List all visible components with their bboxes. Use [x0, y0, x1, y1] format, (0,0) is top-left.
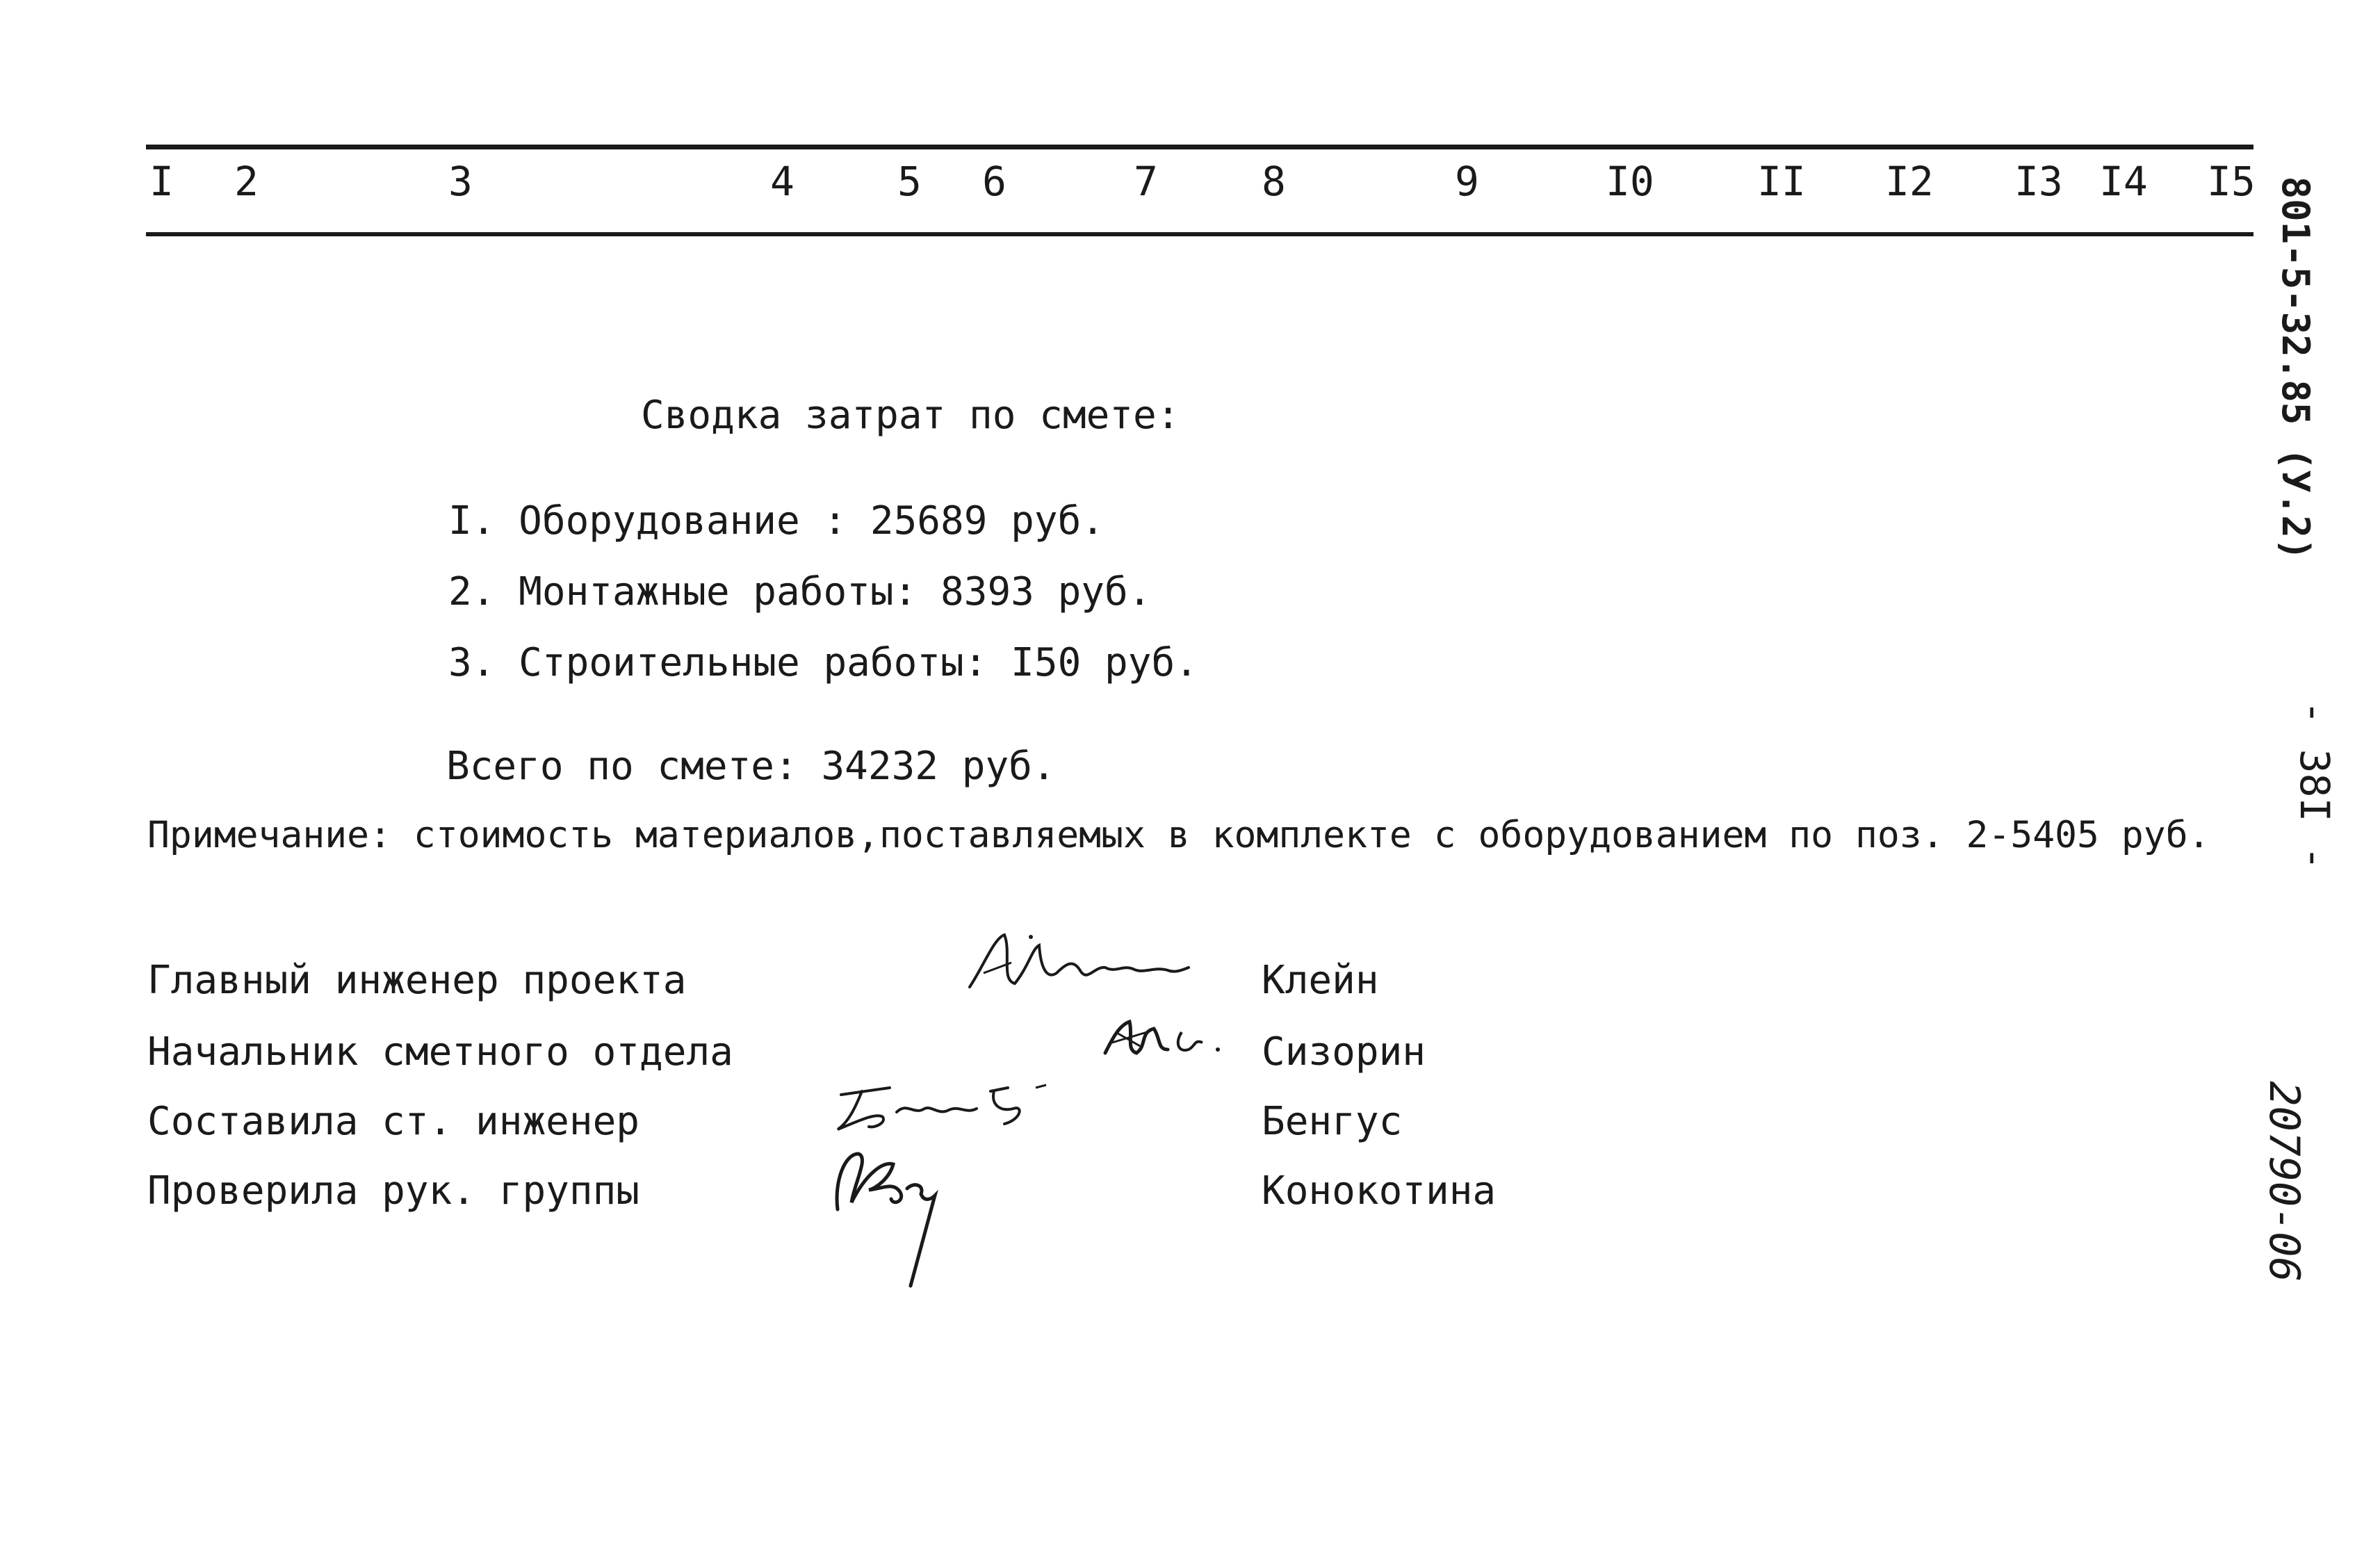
summary-item: 3. Строительные работы: I50 руб. [448, 640, 1198, 685]
signature-mark-sizorin [1098, 1011, 1230, 1067]
column-number: I4 [2099, 158, 2148, 205]
summary-title: Сводка затрат по смете: [641, 393, 1180, 438]
column-number: I5 [2207, 158, 2256, 205]
signature-name: Конокотина [1262, 1168, 1497, 1214]
note-text: Примечание: стоимость материалов,поставляемых в комплекте с оборудованием по поз. 2-5405 руб. [147, 814, 2210, 856]
column-number: 2 [234, 158, 259, 205]
column-number: 6 [982, 158, 1006, 205]
signature-role: Проверила рук. группы [147, 1168, 640, 1214]
signature-name: Бенгус [1262, 1099, 1403, 1144]
summary-total: Всего по смете: 34232 руб. [446, 744, 1056, 789]
column-number: 8 [1262, 158, 1286, 205]
header-top-rule [146, 145, 2253, 149]
column-number: II [1757, 158, 1806, 205]
signature-mark-bengus [827, 1074, 1063, 1136]
column-number: I2 [1885, 158, 1934, 205]
document-code: 801-5-32.85 (У.2) [2274, 176, 2317, 561]
header-bottom-rule [146, 232, 2253, 236]
column-number: I [149, 158, 174, 205]
column-number: 9 [1455, 158, 1479, 205]
signature-mark-klein [963, 924, 1192, 1001]
inventory-number: 20790-06 [2260, 1081, 2308, 1282]
column-number: I3 [2014, 158, 2063, 205]
column-number: 3 [448, 158, 473, 205]
page-number: - 38I - [2291, 700, 2338, 871]
summary-item: 2. Монтажные работы: 8393 руб. [448, 569, 1152, 614]
signature-name: Сизорин [1262, 1029, 1426, 1075]
signature-name: Клейн [1262, 958, 1379, 1003]
column-number: I0 [1606, 158, 1654, 205]
signature-mark-konokotina [827, 1140, 980, 1293]
signature-role: Начальник сметного отдела [147, 1029, 733, 1075]
signature-role: Составила ст. инженер [147, 1099, 640, 1144]
column-number: 5 [897, 158, 922, 205]
summary-item: I. Оборудование : 25689 руб. [448, 498, 1105, 544]
column-number: 4 [770, 158, 794, 205]
signature-role: Главный инженер проекта [147, 958, 687, 1003]
column-number: 7 [1134, 158, 1158, 205]
